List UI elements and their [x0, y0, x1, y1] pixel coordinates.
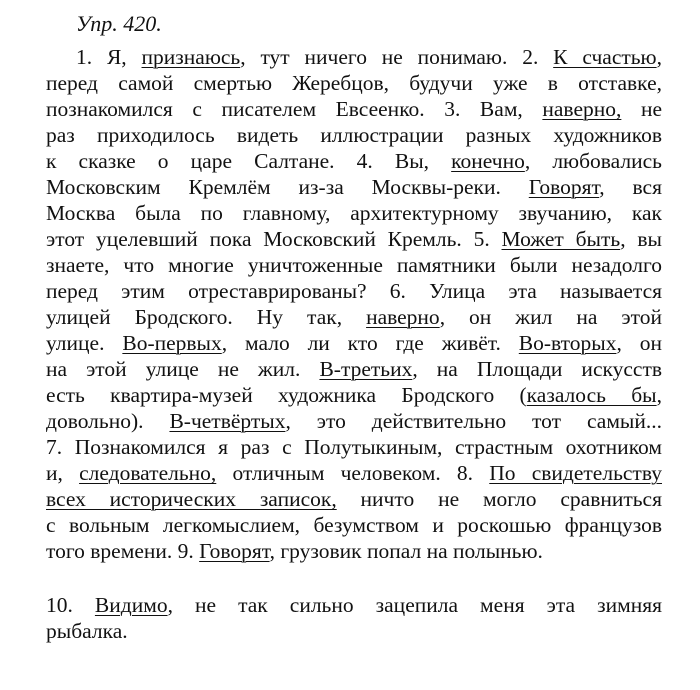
text-line	[46, 538, 662, 564]
text-segment: , не так сильно зацепила меня эта зимняя	[167, 593, 663, 617]
text-line	[46, 148, 662, 174]
text-segment: с вольным легкомыслием, безумством и роскошью французов	[46, 513, 662, 537]
text-line	[76, 44, 662, 70]
text-segment: познакомился с писателем Евсеенко. 3. Вам,	[46, 97, 543, 121]
underlined-phrase: наверно,	[542, 97, 622, 121]
text-segment: того времени. 9.	[46, 539, 200, 563]
text-line	[46, 486, 662, 512]
text-segment: 7. Познакомился я раз с Полутыкиным, страстным охотником	[46, 435, 662, 459]
underlined-phrase: Говорят	[528, 175, 600, 199]
underlined-phrase: В-четвёртых	[169, 409, 286, 433]
text-segment: 10.	[46, 593, 95, 617]
text-line	[46, 226, 662, 252]
text-segment: не	[621, 97, 662, 121]
text-segment: , мало ли кто где живёт.	[221, 331, 519, 355]
text-segment: , грузовик попал на полынью.	[269, 539, 543, 563]
text-line	[46, 174, 662, 200]
text-segment: , вы	[620, 227, 662, 251]
text-segment: улице.	[46, 331, 123, 355]
text-segment: улицей Бродского. Ну так,	[46, 305, 367, 329]
text-line	[46, 96, 662, 122]
underlined-phrase: Во-первых	[122, 331, 222, 355]
text-line	[46, 278, 662, 304]
underlined-phrase: Может быть	[501, 227, 621, 251]
exercise-heading: Упр. 420.	[76, 11, 162, 36]
text-line	[46, 434, 662, 460]
text-line	[46, 356, 662, 382]
underlined-phrase: По свидетельству	[489, 461, 662, 485]
text-line	[46, 512, 662, 538]
underlined-phrase: следовательно,	[79, 461, 217, 485]
underlined-phrase: К счастью	[553, 45, 657, 69]
text-line	[46, 122, 662, 148]
text-segment: к сказке о царе Салтане. 4. Вы,	[46, 149, 452, 173]
text-segment: , любовались	[524, 149, 662, 173]
text-segment: перед самой смертью Жеребцов, будучи уже в отставке,	[46, 71, 662, 95]
text-segment: знаете, что многие уничтоженные памятники были незадолго	[46, 253, 662, 277]
text-segment: , он	[616, 331, 662, 355]
text-segment: и,	[46, 461, 80, 485]
text-segment: , на Площади искусств	[412, 357, 663, 381]
underlined-phrase: Видимо	[94, 593, 168, 617]
text-line	[46, 70, 662, 96]
underlined-phrase: конечно	[451, 149, 525, 173]
text-segment: ,	[656, 45, 662, 69]
text-segment: , это действительно тот самый...	[285, 409, 662, 433]
text-line	[46, 618, 662, 644]
text-segment: довольно).	[46, 409, 170, 433]
underlined-phrase: Говорят	[199, 539, 270, 563]
text-segment: , вся	[599, 175, 662, 199]
text-segment: , он жил на этой	[439, 305, 662, 329]
underlined-phrase: Во-вторых	[518, 331, 617, 355]
text-segment: рыбалка.	[46, 619, 128, 643]
text-line	[46, 408, 662, 434]
underlined-phrase: наверно	[366, 305, 440, 329]
underlined-phrase: В-третьих	[319, 357, 413, 381]
text-line	[46, 304, 662, 330]
text-line	[46, 252, 662, 278]
text-segment: ничто не могло сравниться	[336, 487, 662, 511]
text-segment: раз приходилось видеть иллюстрации разных художников	[46, 123, 662, 147]
text-segment: Московским Кремлём из-за Москвы-реки.	[46, 175, 529, 199]
text-segment: ,	[656, 383, 662, 407]
underlined-phrase: казалось бы	[526, 383, 657, 407]
text-line	[46, 592, 662, 618]
text-line	[46, 330, 662, 356]
text-segment: на этой улице не жил.	[46, 357, 320, 381]
underlined-phrase: признаюсь	[141, 45, 241, 69]
text-segment: Москва была по главному, архитектурному звучанию, как	[46, 201, 662, 225]
text-line	[46, 460, 662, 486]
underlined-phrase: всех исторических записок,	[46, 487, 337, 511]
text-segment: есть квартира-музей художника Бродского (	[46, 383, 527, 407]
text-segment: 1. Я,	[76, 45, 142, 69]
text-segment: , тут ничего не понимаю. 2.	[240, 45, 554, 69]
text-line	[46, 382, 662, 408]
text-line	[46, 200, 662, 226]
text-segment: перед этим отреставрированы? 6. Улица эта называется	[46, 279, 662, 303]
text-segment: отличным человеком. 8.	[216, 461, 490, 485]
text-segment: этот уцелевший пока Московский Кремль. 5.	[46, 227, 502, 251]
